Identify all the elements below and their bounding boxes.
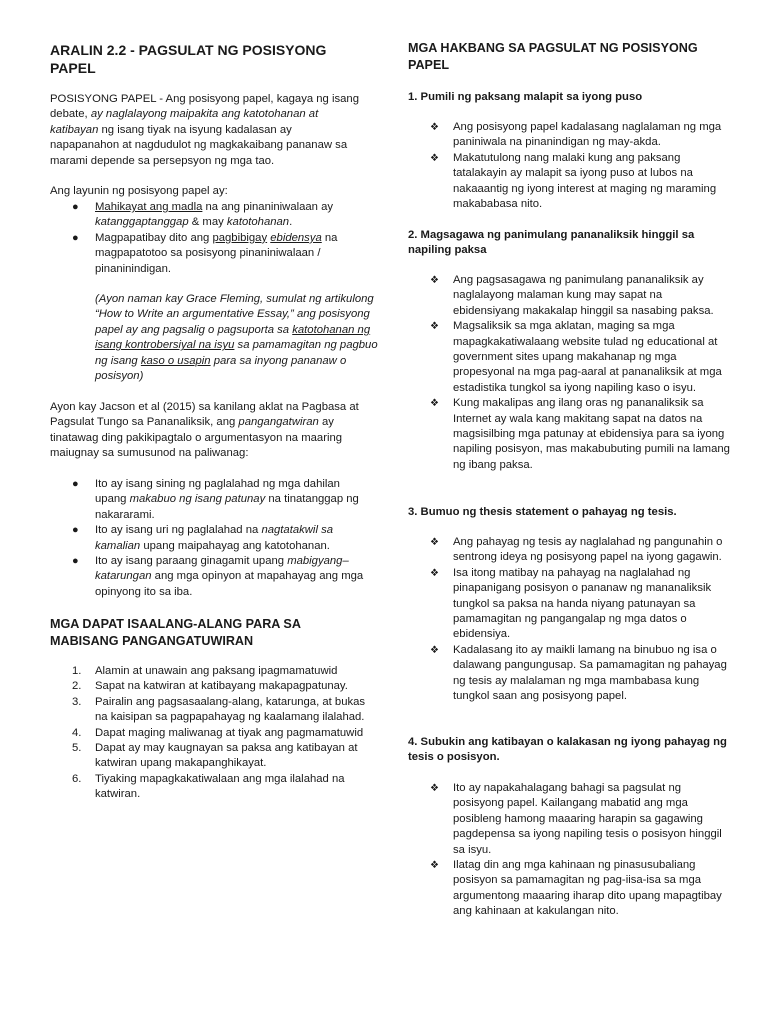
diamond-bullet-icon: ❖ [430,537,439,548]
definition-term: POSISYONG PAPEL - [50,93,164,105]
list-item: ❖ Magsaliksik sa mga aklatan, maging sa mga mapagkakatiwalaang website tulad ng educational at government sites upang makahanap ng mga propesyonal na mga pag-aaral at pananaliksik at mga estadistika tungkol sa iyong napiling kaso o isyu. [430,320,722,394]
diamond-bullet-icon: ❖ [430,122,439,133]
step-4-list [408,781,730,920]
step-1-list [408,120,730,212]
bullet-icon: ● [72,478,79,490]
list-item: 6. Tiyaking mapagkakatiwalaan ang mga ilalahad na katwiran. [72,772,345,801]
list-item: ❖ Ilatag din ang mga kahinaan ng pinasusubaliang posisyon sa pamamagitan ng pag-iisa-isa sa mga argumentong maaaring iharap dito upang mapagtibay ang kahinaan at kakulangan nito. [430,859,722,918]
diamond-bullet-icon: ❖ [430,860,439,872]
list-item: ❖ Ang pahayag ng tesis ay naglalahad ng pangunahin o sentrong ideya ng posisyong papel na iyong gagawin. [430,536,723,564]
definition-paragraph: POSISYONG PAPEL - Ang posisyong papel, kagaya ng isang debate, ay naglalayong maipakita ang katotohanan at katibayan ng isang tiyak na isyung kadalasan ay napapanahon at nagdudulot ng magkakaibang pananaw sa marami depende sa persepsyon ng mga tao. [50,93,359,167]
diamond-bullet-icon: ❖ [430,275,439,286]
layunin-intro: Ang layunin ng posisyong papel ay: [50,185,228,197]
list-item: ● Ito ay isang sining ng paglalahad ng mga dahilan upang makabuo ng isang patunay na tinatanggap ng nakararami. [72,478,359,521]
list-item: ● Ito ay isang uri ng paglalahad na nagtatakwil sa kamalian upang maipahayag ang katotohanan. [72,524,334,552]
diamond-bullet-icon: ❖ [430,321,439,333]
fleming-note: (Ayon naman kay Grace Fleming, sumulat ng artikulong “How to Write an argumentative Essay,” ang posisyong papel ay ang pagsalig o pagsuporta sa katotohanan ng isang kontrobersiyal na isyu sa pamamagitan ng pagbuo ng isang kaso o usapin para sa inyong pananaw o posisyon) [95,293,378,383]
list-item: ❖ Ang pagsasagawa ng panimulang pananaliksik ay naglalayong malaman kung may sapat na ebidensiyang makakalap hinggil sa nasabing paksa. [430,274,714,317]
list-item: ❖ Ang posisyong papel kadalasang naglalaman ng mga paniniwala na pinanindigan ng may-akda. [430,121,722,149]
list-item: ● Ito ay isang paraang ginagamit upang mabigyang–katarungan ang mga opinyon at mapahayag ang mga opinyong ito sa iba. [72,555,364,598]
list-item: ● Magpapatibay dito ang pagbibigay ebidensya na magpapatotoo sa posisyong pinaniniwalaan / pinaninindigan. [72,231,338,275]
bullet-icon: ● [72,524,79,537]
diamond-bullet-icon: ❖ [430,398,439,410]
list-item: ● Mahikayat ang madla na ang pinaniniwalaan ay katanggaptanggap & may katotohanan. [72,201,334,229]
list-item: ❖ Isa itong matibay na pahayag na naglalahad ng pinapanigang posisyon o pananaw ng mananaliksik tungkol sa paksa na handa niyang patunayan sa pamamagitan ng pangangalap ng mga datos o ebidensiya. [430,566,712,641]
step-1-heading: 1. Pumili ng paksang malapit sa iyong puso [408,91,643,103]
diamond-bullet-icon: ❖ [430,567,439,579]
list-item: 5. Dapat ay may kaugnayan sa paksa ang katibayan at katwiran upang makapanghikayat. [72,742,358,770]
list-item: ❖ Ito ay napakahalagang bahagi sa pagsulat ng posisyong papel. Kailangang mabatid ang mga posibleng hamong maaaring harapin sa gagawing pagdepensa sa iyong napiling tesis o posisyon hinggil sa isyu. [430,782,722,856]
step-4-heading: 4. Subukin ang katibayan o kalakasan ng iyong pahayag ng tesis o posisyon. [408,736,727,764]
diamond-bullet-icon: ❖ [430,644,439,656]
diamond-bullet-icon: ❖ [430,783,439,794]
jackson-paragraph: Ayon kay Jacson et al (2015) sa kanilang aklat na Pagbasa at Pagsulat Tungo sa Pananaliksik, ang pangangatwiran ay tinatawag ding pakikipagtalo o argumentasyon na maaring maiugnay sa sumusunod na paliwanag: [50,401,359,460]
step-3-list [408,535,730,704]
dapat-heading: MGA DAPAT ISAALANG-ALANG PARA SA MABISANG PANGANGATUWIRAN [50,617,301,648]
step-3-heading: 3. Bumuo ng thesis statement o pahayag ng tesis. [408,506,677,518]
bullet-icon: ● [72,231,79,244]
list-item: 3. Pairalin ang pagsasaalang-alang, katarunga, at bukas na kaisipan sa pagpapahayag ng kaalamang ilalahad. [72,695,366,724]
dapat-list [50,664,372,803]
list-item: ❖ Kadalasang ito ay maikli lamang na binubuo ng isa o dalawang pangungusap. Sa pamamagitan ng pahayag ng tesis ay malalaman ng mga mambabasa kung tungkol saan ang posisyong papel. [430,643,727,703]
layunin-list [50,200,372,277]
list-item: ❖ Kung makalipas ang ilang oras ng pananaliksik sa Internet ay wala kang makitang sapat na datos na magsisilbing mga patunay at ebidensiya para sa iyong napiling posisyon, mas makabubuting pumili na lamang ng ibang paksa. [430,397,730,471]
list-item: 4. Dapat maging maliwanag at tiyak ang pagmamatuwid [72,726,364,739]
hakbang-heading: MGA HAKBANG SA PAGSULAT NG POSISYONG PAPEL [408,41,698,72]
list-item: 1. Alamin at unawain ang paksang ipagmamatuwid [72,665,338,677]
bullet-icon: ● [72,555,79,568]
paliwanag-list [50,477,372,600]
list-item: ❖ Makatutulong nang malaki kung ang paksang tatalakayin ay malapit sa iyong puso at lubos na nakaaantig ng iyong interest at maging ng maraming makababasa nito. [430,151,717,211]
step-2-list [408,273,730,473]
diamond-bullet-icon: ❖ [430,152,439,164]
bullet-icon: ● [72,201,79,213]
lesson-title: ARALIN 2.2 - PAGSULAT NG POSISYONG PAPEL [50,42,327,76]
step-2-heading: 2. Magsagawa ng panimulang pananaliksik hinggil sa napiling paksa [408,229,695,257]
list-item: 2. Sapat na katwiran at katibayang makapagpatunay. [72,680,348,693]
